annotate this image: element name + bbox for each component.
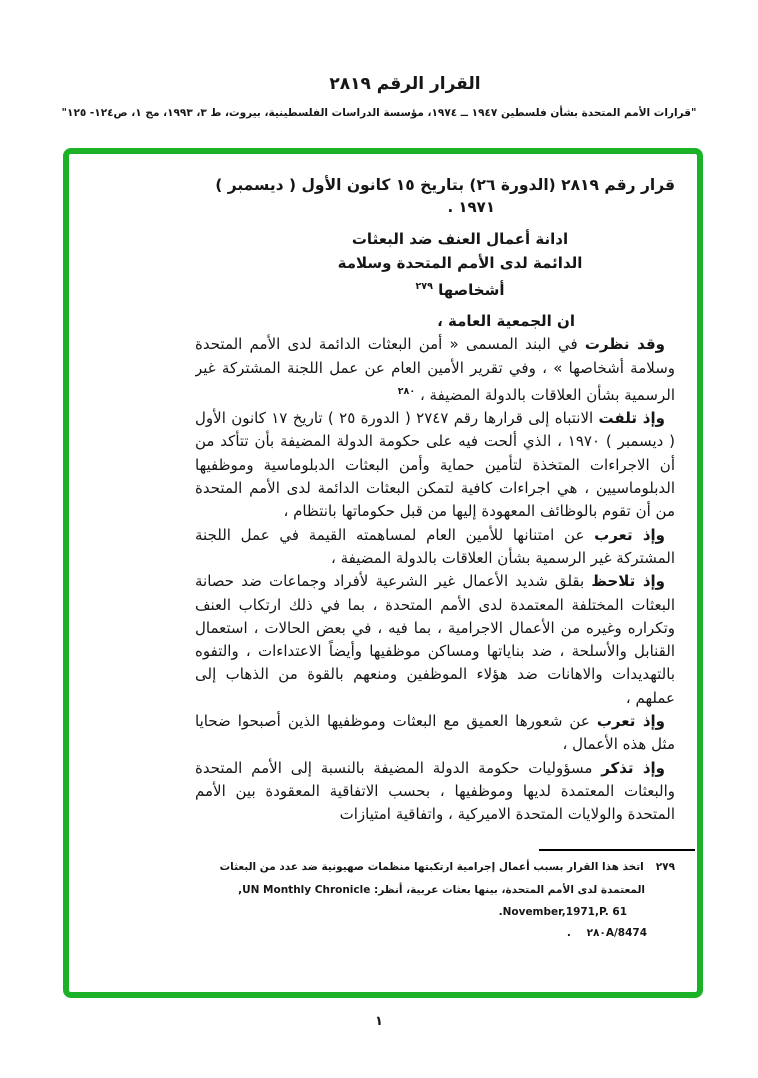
document-frame: [63, 148, 703, 998]
subject-word: أشخاصها: [438, 281, 505, 299]
paragraph: [195, 333, 675, 407]
footnote-280-number: ٢٨٠: [586, 927, 606, 939]
footnote-ref-279: ٢٧٩: [415, 281, 433, 292]
subject-line-1: ادانة أعمال العنف ضد البعثات: [351, 230, 569, 248]
page-number: ١: [375, 1014, 383, 1029]
paragraph-lead: وإذ تذكر: [601, 758, 665, 777]
paragraph-text: الانتباه إلى قرارها رقم ٢٧٤٧ ( الدورة ٢٥ ) تاريخ ١٧ كانون الأول ( ديسمبر ) ١٩٧٠ ، الذي ألحت فيه على حكومة الدولة المضيفة بأن تتأكد من أن الاجراءات المتخذة لتأمين حماية وأمن البعثات الدبلوماسية وموظفيها الدبلوماسيين ، هي اجراءات كافية لتمكن البعثات الدائمة لدى الأمم المتحدة من أن تقوم بالوظائف المعهودة إليها من قبل حكوماتها بانتظام ،: [195, 409, 675, 521]
paragraph-text: مسؤوليات حكومة الدولة المضيفة بالنسبة إلى الأمم المتحدة والبعثات المعتمدة لديها وموظفيها ، بحسب الاتفاقية المعقودة بين الأمم المتحدة والولايات المتحدة الاميركية ، واتفاقية امتيازات: [195, 758, 675, 824]
resolution-subject: [245, 227, 675, 302]
footnote-separator: [539, 849, 695, 851]
resolution-content: [195, 154, 675, 827]
paragraph: [195, 407, 675, 523]
footnote-280-text: A/8474 .: [566, 927, 647, 939]
paragraph-text: بقلق شديد الأعمال غير الشرعية لأفراد وجماعات ضد حصانة البعثات المختلفة المعتمدة لدى الأمم المتحدة ، بما في ذلك ارتكاب العنف وتكراره وغيره من الأعمال الاجرامية ، بما فيه ، في بعض الحالات ، استعمال القنابل والأسلحة ، ضد بناياتها ومساكن موظفيها وأيضاً الاعتداءات ، والتفوه بالتهديدات والاهانات ضد هؤلاء الموظفين ومنعهم بالقوة من الذهاب إلى عملهم ،: [195, 572, 675, 707]
resolution-body: [195, 310, 675, 827]
footnote-279-number: ٢٧٩: [655, 861, 675, 873]
paragraph: [195, 710, 675, 757]
opening-line: ان الجمعية العامة ،: [437, 312, 575, 330]
footnote-279-line3: November,1971,P. 61.: [498, 906, 627, 918]
page-title: القرار الرقم ٢٨١٩: [329, 74, 481, 94]
paragraph-text: عن امتنانها للأمين العام لمساهمته القيمة في عمل اللجنة المشتركة غير الرسمية بشأن العلاقات بالدولة المضيفة ،: [195, 525, 675, 567]
paragraph-text: عن شعورها العميق مع البعثات وموظفيها الذين أصبحوا ضحايا مثل هذه الأعمال ،: [195, 712, 675, 754]
source-citation: "قرارات الأمم المتحدة بشأن فلسطين ١٩٤٧ ــ ١٩٧٤، مؤسسة الدراسات الفلسطينية، بيروت، ط ٣، ١٩٩٣، مج ١، ص١٢٤- ١٢٥": [61, 107, 697, 119]
footnote-279-text: اتخذ هذا القرار بسبب أعمال إجرامية ارتكبتها منظمات صهيونية ضد عدد من البعثات: [219, 861, 644, 873]
paragraph: [195, 524, 675, 571]
footnote-279-line1: [220, 860, 675, 875]
footnote-ref-280: ٢٨٠: [397, 385, 416, 397]
paragraph-lead: وإذ تلاحظ: [591, 572, 665, 591]
paragraph-lead: وقد نظرت: [584, 335, 665, 354]
resolution-title-line2: ١٩٧١ .: [447, 198, 495, 216]
resolution-title-line1: قرار رقم ٢٨١٩ (الدورة ٢٦) بتاريخ ١٥ كانون الأول ( ديسمبر ): [215, 176, 675, 194]
paragraph-lead: وإذ تعرب: [596, 712, 665, 731]
footnote-279-line2: المعتمدة لدى الأمم المتحدة، بينها بعثات عربية، أنظر: UN Monthly Chronicle,: [238, 884, 645, 896]
paragraph: [195, 757, 675, 827]
paragraph: [195, 570, 675, 710]
paragraph-text: في البند المسمى « أمن البعثات الدائمة لدى الأمم المتحدة وسلامة أشخاصها » ، وفي تقرير الأمين العام عن عمل اللجنة المشتركة غير الرسمية بشأن العلاقات بالدولة المضيفة ،: [195, 335, 675, 404]
paragraph-lead: وإذ تلفت: [598, 409, 665, 428]
subject-line-3: [245, 275, 675, 302]
paragraph-lead: وإذ تعرب: [594, 525, 665, 544]
subject-line-2: الدائمة لدى الأمم المتحدة وسلامة: [337, 254, 583, 272]
footnote-280: [567, 926, 647, 941]
